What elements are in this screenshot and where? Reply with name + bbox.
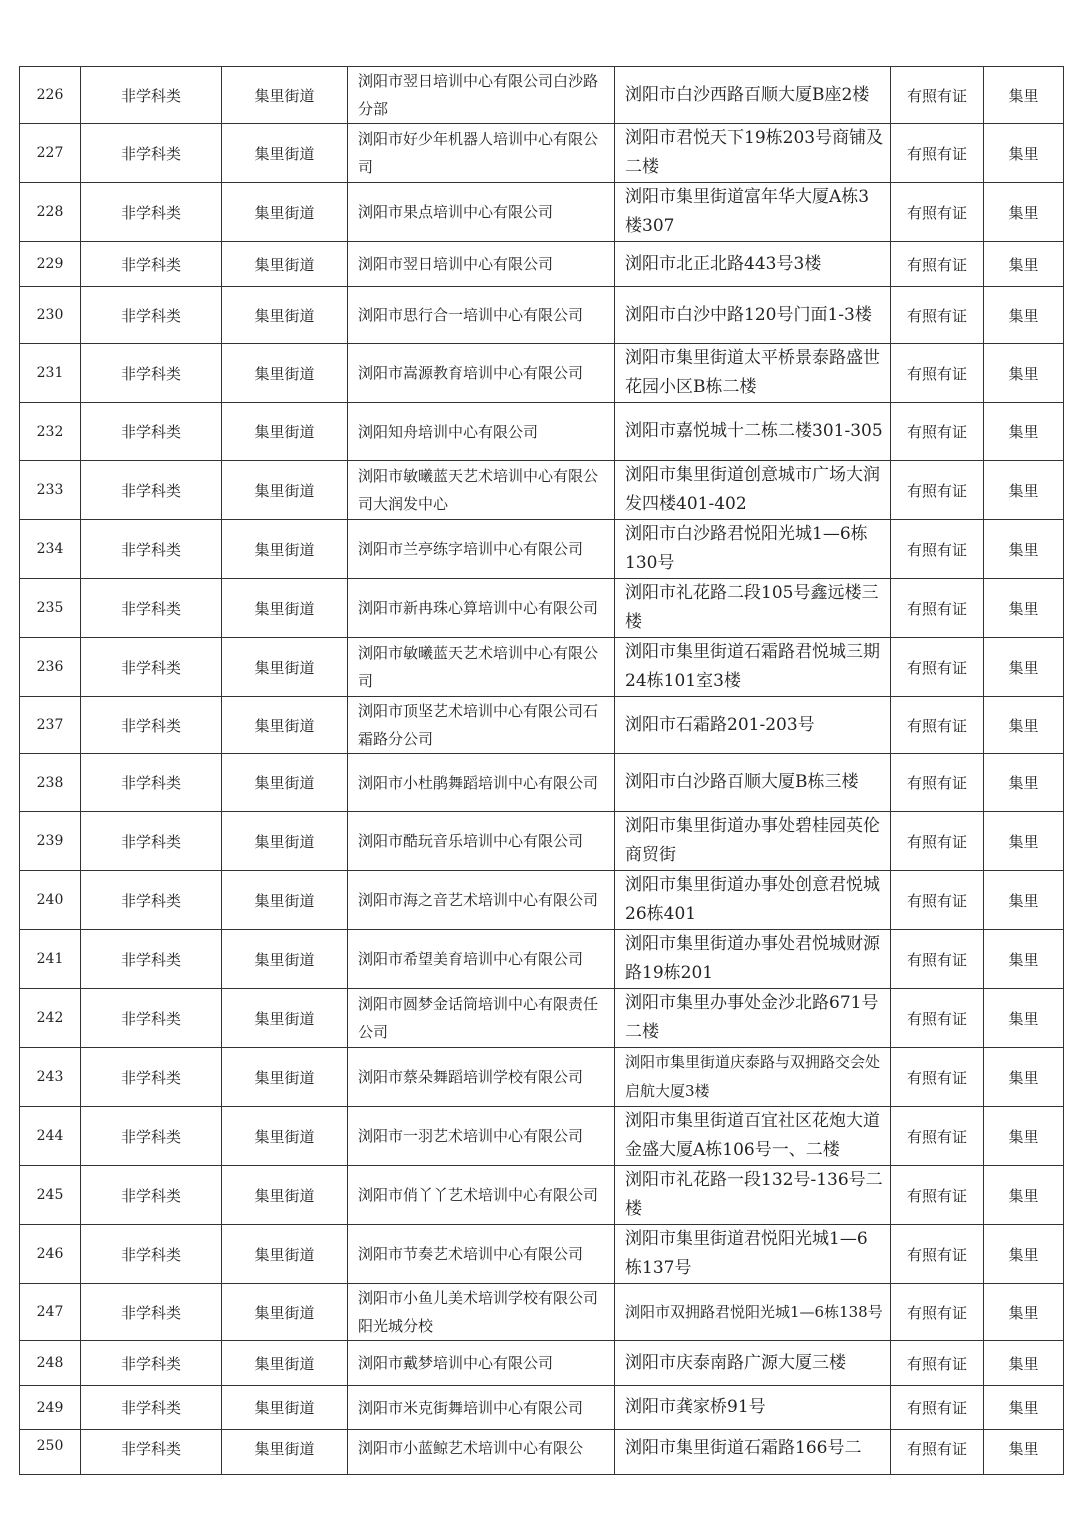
category-cell: 非学科类 (81, 1341, 222, 1386)
category-cell: 非学科类 (81, 579, 222, 638)
area-cell: 集里 (984, 1107, 1064, 1166)
institution-name: 浏阳市思行合一培训中心有限公司 (348, 287, 615, 344)
street-cell: 集里街道 (222, 183, 348, 242)
category-cell: 非学科类 (81, 242, 222, 287)
street-cell: 集里街道 (222, 242, 348, 287)
address-cell: 浏阳市双拥路君悦阳光城1—6栋138号 (615, 1284, 891, 1341)
table-row (20, 1048, 1064, 1107)
street-cell: 集里街道 (222, 520, 348, 579)
institution-name: 浏阳市敏曦蓝天艺术培训中心有限公司大润发中心 (348, 461, 615, 520)
institution-name: 浏阳市顶坚艺术培训中心有限公司石霜路分公司 (348, 697, 615, 754)
institution-name: 浏阳市小杜鹃舞蹈培训中心有限公司 (348, 754, 615, 812)
category-cell: 非学科类 (81, 520, 222, 579)
street-cell: 集里街道 (222, 124, 348, 183)
license-status: 有照有证 (891, 403, 984, 461)
license-status: 有照有证 (891, 344, 984, 403)
license-status: 有照有证 (891, 1107, 984, 1166)
table-row (20, 1386, 1064, 1430)
street-cell: 集里街道 (222, 1225, 348, 1284)
table-row (20, 930, 1064, 989)
table-row (20, 403, 1064, 461)
area-cell: 集里 (984, 124, 1064, 183)
category-cell: 非学科类 (81, 989, 222, 1048)
row-number: 250 (20, 1430, 81, 1475)
area-cell: 集里 (984, 403, 1064, 461)
category-cell: 非学科类 (81, 697, 222, 754)
area-cell: 集里 (984, 461, 1064, 520)
category-cell: 非学科类 (81, 930, 222, 989)
row-number: 238 (20, 754, 81, 812)
address-cell: 浏阳市龚家桥91号 (615, 1386, 891, 1430)
license-status: 有照有证 (891, 520, 984, 579)
table-row (20, 67, 1064, 124)
institution-name: 浏阳市希望美育培训中心有限公司 (348, 930, 615, 989)
institution-name: 浏阳市戴梦培训中心有限公司 (348, 1341, 615, 1386)
table-row (20, 183, 1064, 242)
training-institutions-table (19, 66, 1064, 1475)
row-number: 243 (20, 1048, 81, 1107)
table-row (20, 520, 1064, 579)
address-cell: 浏阳市集里街道创意城市广场大润发四楼401-402 (615, 461, 891, 520)
license-status: 有照有证 (891, 1166, 984, 1225)
street-cell: 集里街道 (222, 754, 348, 812)
institution-name: 浏阳市圆梦金话筒培训中心有限责任公司 (348, 989, 615, 1048)
license-status: 有照有证 (891, 67, 984, 124)
institution-name: 浏阳市俏丫丫艺术培训中心有限公司 (348, 1166, 615, 1225)
row-number: 246 (20, 1225, 81, 1284)
row-number: 244 (20, 1107, 81, 1166)
address-cell: 浏阳市君悦天下19栋203号商铺及二楼 (615, 124, 891, 183)
category-cell: 非学科类 (81, 183, 222, 242)
street-cell: 集里街道 (222, 67, 348, 124)
street-cell: 集里街道 (222, 1107, 348, 1166)
street-cell: 集里街道 (222, 930, 348, 989)
table-row (20, 1341, 1064, 1386)
row-number: 234 (20, 520, 81, 579)
license-status: 有照有证 (891, 930, 984, 989)
area-cell: 集里 (984, 1225, 1064, 1284)
category-cell: 非学科类 (81, 1430, 222, 1475)
institution-name: 浏阳知舟培训中心有限公司 (348, 403, 615, 461)
institution-name: 浏阳市小鱼儿美术培训学校有限公司阳光城分校 (348, 1284, 615, 1341)
row-number: 228 (20, 183, 81, 242)
row-number: 229 (20, 242, 81, 287)
table-row (20, 242, 1064, 287)
street-cell: 集里街道 (222, 579, 348, 638)
category-cell: 非学科类 (81, 124, 222, 183)
row-number: 245 (20, 1166, 81, 1225)
area-cell: 集里 (984, 579, 1064, 638)
street-cell: 集里街道 (222, 812, 348, 871)
row-number: 235 (20, 579, 81, 638)
address-cell: 浏阳市集里街道庆泰路与双拥路交会处启航大厦3楼 (615, 1048, 891, 1107)
address-cell: 浏阳市集里街道太平桥景泰路盛世花园小区B栋二楼 (615, 344, 891, 403)
area-cell: 集里 (984, 1048, 1064, 1107)
license-status: 有照有证 (891, 812, 984, 871)
address-cell: 浏阳市集里街道石霜路166号二 (615, 1430, 891, 1475)
area-cell: 集里 (984, 67, 1064, 124)
address-cell: 浏阳市集里街道石霜路君悦城三期24栋101室3楼 (615, 638, 891, 697)
area-cell: 集里 (984, 989, 1064, 1048)
institution-name: 浏阳市敏曦蓝天艺术培训中心有限公司 (348, 638, 615, 697)
category-cell: 非学科类 (81, 403, 222, 461)
row-number: 248 (20, 1341, 81, 1386)
area-cell: 集里 (984, 812, 1064, 871)
license-status: 有照有证 (891, 183, 984, 242)
row-number: 247 (20, 1284, 81, 1341)
category-cell: 非学科类 (81, 812, 222, 871)
row-number: 236 (20, 638, 81, 697)
area-cell: 集里 (984, 1284, 1064, 1341)
address-cell: 浏阳市集里办事处金沙北路671号二楼 (615, 989, 891, 1048)
row-number: 227 (20, 124, 81, 183)
category-cell: 非学科类 (81, 1386, 222, 1430)
street-cell: 集里街道 (222, 871, 348, 930)
address-cell: 浏阳市集里街道富年华大厦A栋3楼307 (615, 183, 891, 242)
license-status: 有照有证 (891, 1430, 984, 1475)
street-cell: 集里街道 (222, 1284, 348, 1341)
area-cell: 集里 (984, 697, 1064, 754)
area-cell: 集里 (984, 1166, 1064, 1225)
license-status: 有照有证 (891, 287, 984, 344)
license-status: 有照有证 (891, 754, 984, 812)
institution-name: 浏阳市酷玩音乐培训中心有限公司 (348, 812, 615, 871)
category-cell: 非学科类 (81, 1166, 222, 1225)
street-cell: 集里街道 (222, 287, 348, 344)
table-row (20, 812, 1064, 871)
street-cell: 集里街道 (222, 1166, 348, 1225)
table-row (20, 579, 1064, 638)
institution-name: 浏阳市翌日培训中心有限公司 (348, 242, 615, 287)
street-cell: 集里街道 (222, 1341, 348, 1386)
institution-name: 浏阳市兰亭练字培训中心有限公司 (348, 520, 615, 579)
row-number: 233 (20, 461, 81, 520)
table-row (20, 697, 1064, 754)
institution-name: 浏阳市海之音艺术培训中心有限公司 (348, 871, 615, 930)
category-cell: 非学科类 (81, 287, 222, 344)
street-cell: 集里街道 (222, 989, 348, 1048)
area-cell: 集里 (984, 287, 1064, 344)
license-status: 有照有证 (891, 124, 984, 183)
area-cell: 集里 (984, 638, 1064, 697)
area-cell: 集里 (984, 1430, 1064, 1475)
street-cell: 集里街道 (222, 638, 348, 697)
area-cell: 集里 (984, 754, 1064, 812)
area-cell: 集里 (984, 242, 1064, 287)
institution-name: 浏阳市新冉珠心算培训中心有限公司 (348, 579, 615, 638)
institution-name: 浏阳市小蓝鲸艺术培训中心有限公 (348, 1430, 615, 1475)
category-cell: 非学科类 (81, 1107, 222, 1166)
address-cell: 浏阳市石霜路201-203号 (615, 697, 891, 754)
row-number: 226 (20, 67, 81, 124)
address-cell: 浏阳市庆泰南路广源大厦三楼 (615, 1341, 891, 1386)
address-cell: 浏阳市集里街道君悦阳光城1—6栋137号 (615, 1225, 891, 1284)
license-status: 有照有证 (891, 461, 984, 520)
table-row (20, 754, 1064, 812)
row-number: 242 (20, 989, 81, 1048)
category-cell: 非学科类 (81, 754, 222, 812)
table-row (20, 1284, 1064, 1341)
table-row (20, 461, 1064, 520)
license-status: 有照有证 (891, 638, 984, 697)
address-cell: 浏阳市集里街道办事处碧桂园英伦商贸街 (615, 812, 891, 871)
street-cell: 集里街道 (222, 1430, 348, 1475)
address-cell: 浏阳市集里街道办事处君悦城财源路19栋201 (615, 930, 891, 989)
row-number: 249 (20, 1386, 81, 1430)
row-number: 230 (20, 287, 81, 344)
category-cell: 非学科类 (81, 871, 222, 930)
table-row (20, 638, 1064, 697)
institution-name: 浏阳市蔡朵舞蹈培训学校有限公司 (348, 1048, 615, 1107)
address-cell: 浏阳市白沙中路120号门面1-3楼 (615, 287, 891, 344)
table-row (20, 1225, 1064, 1284)
license-status: 有照有证 (891, 871, 984, 930)
area-cell: 集里 (984, 930, 1064, 989)
category-cell: 非学科类 (81, 1048, 222, 1107)
license-status: 有照有证 (891, 1048, 984, 1107)
street-cell: 集里街道 (222, 1048, 348, 1107)
row-number: 231 (20, 344, 81, 403)
table-row (20, 287, 1064, 344)
area-cell: 集里 (984, 344, 1064, 403)
license-status: 有照有证 (891, 1341, 984, 1386)
address-cell: 浏阳市北正北路443号3楼 (615, 242, 891, 287)
category-cell: 非学科类 (81, 67, 222, 124)
area-cell: 集里 (984, 183, 1064, 242)
license-status: 有照有证 (891, 697, 984, 754)
license-status: 有照有证 (891, 1225, 984, 1284)
street-cell: 集里街道 (222, 461, 348, 520)
institution-name: 浏阳市节奏艺术培训中心有限公司 (348, 1225, 615, 1284)
license-status: 有照有证 (891, 1284, 984, 1341)
area-cell: 集里 (984, 871, 1064, 930)
table-row (20, 1430, 1064, 1475)
street-cell: 集里街道 (222, 344, 348, 403)
area-cell: 集里 (984, 520, 1064, 579)
street-cell: 集里街道 (222, 697, 348, 754)
table-row (20, 871, 1064, 930)
table-row (20, 344, 1064, 403)
institution-name: 浏阳市果点培训中心有限公司 (348, 183, 615, 242)
institution-name: 浏阳市好少年机器人培训中心有限公司 (348, 124, 615, 183)
license-status: 有照有证 (891, 1386, 984, 1430)
address-cell: 浏阳市礼花路一段132号-136号二楼 (615, 1166, 891, 1225)
row-number: 240 (20, 871, 81, 930)
license-status: 有照有证 (891, 579, 984, 638)
street-cell: 集里街道 (222, 403, 348, 461)
category-cell: 非学科类 (81, 461, 222, 520)
institution-name: 浏阳市翌日培训中心有限公司白沙路分部 (348, 67, 615, 124)
address-cell: 浏阳市集里街道办事处创意君悦城26栋401 (615, 871, 891, 930)
address-cell: 浏阳市集里街道百宜社区花炮大道金盛大厦A栋106号一、二楼 (615, 1107, 891, 1166)
table-row (20, 1107, 1064, 1166)
table-row (20, 1166, 1064, 1225)
address-cell: 浏阳市白沙西路百顺大厦B座2楼 (615, 67, 891, 124)
category-cell: 非学科类 (81, 344, 222, 403)
address-cell: 浏阳市白沙路百顺大厦B栋三楼 (615, 754, 891, 812)
license-status: 有照有证 (891, 989, 984, 1048)
area-cell: 集里 (984, 1341, 1064, 1386)
row-number: 241 (20, 930, 81, 989)
address-cell: 浏阳市礼花路二段105号鑫远楼三楼 (615, 579, 891, 638)
street-cell: 集里街道 (222, 1386, 348, 1430)
institution-name: 浏阳市嵩源教育培训中心有限公司 (348, 344, 615, 403)
institution-name: 浏阳市一羽艺术培训中心有限公司 (348, 1107, 615, 1166)
category-cell: 非学科类 (81, 1225, 222, 1284)
row-number: 232 (20, 403, 81, 461)
address-cell: 浏阳市嘉悦城十二栋二楼301-305 (615, 403, 891, 461)
table-row (20, 124, 1064, 183)
row-number: 237 (20, 697, 81, 754)
institution-name: 浏阳市米克街舞培训中心有限公司 (348, 1386, 615, 1430)
license-status: 有照有证 (891, 242, 984, 287)
table-row (20, 989, 1064, 1048)
address-cell: 浏阳市白沙路君悦阳光城1—6栋130号 (615, 520, 891, 579)
category-cell: 非学科类 (81, 638, 222, 697)
category-cell: 非学科类 (81, 1284, 222, 1341)
area-cell: 集里 (984, 1386, 1064, 1430)
row-number: 239 (20, 812, 81, 871)
